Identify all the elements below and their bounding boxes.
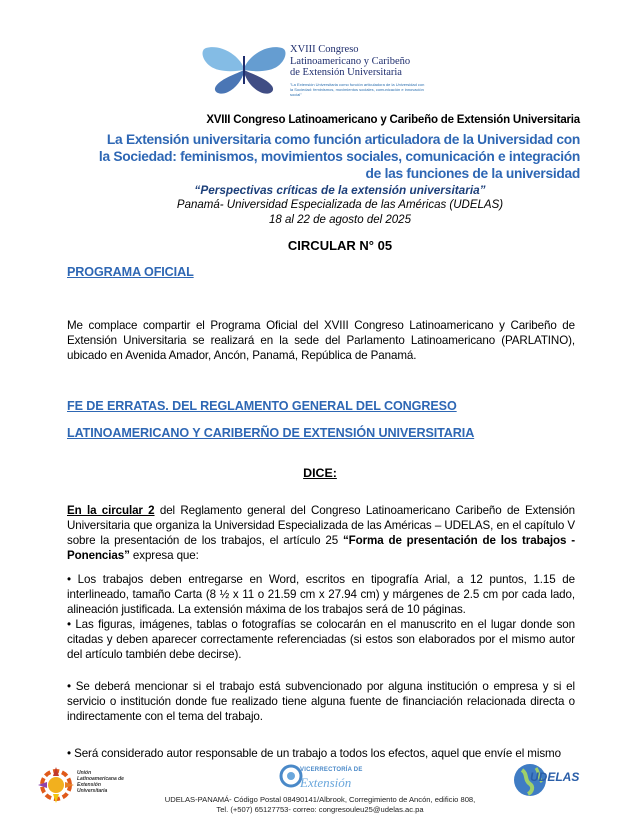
circular-2-ref: En la circular 2 [67, 504, 155, 517]
fe-de-erratas-heading[interactable]: FE DE ERRATAS. DEL REGLAMENTO GENERAL DEL CONGRESO LATINOAMERICANO Y CARIBERÑO DE EXTENSIÓN UNIVERSITARIA [67, 399, 475, 440]
bullet-list-1 [67, 572, 575, 662]
vicerrectoria-logo [278, 763, 388, 797]
circular-2-paragraph [67, 503, 575, 563]
conference-title: XVIII Congreso Latinoamericano y Caribeño de Extensión Universitaria [206, 114, 580, 126]
bullet-format: • Los trabajos deben entregarse en Word, escritos en tipografía Arial, a 12 puntos, 1.15 de interlineado, tamaño Carta (8 ½ x 11 o 21.59 cm x 27.94 cm) y márgenes de 2.5 cm por cada lado, alineación justificada. La extensión máxima de los trabajos será de 10 páginas. [67, 573, 575, 616]
logo-text [290, 44, 440, 97]
vicerrectoria-label: VICERRECTORÍA DE [300, 767, 363, 773]
union-emblem-icon [33, 762, 79, 808]
footer-contact[interactable]: Tel. (+507) 65127753- correo: congresouleu25@udelas.ac.pa [216, 805, 424, 814]
butterfly-icon [198, 42, 290, 98]
extension-label: Extensión [300, 775, 352, 790]
tagline: “Perspectivas críticas de la extensión universitaria” [194, 183, 486, 197]
logo-title: XVIII Congreso Latinoamericano y Caribeño de Extensión Universitaria [290, 44, 411, 78]
udelas-label: UDELAS [530, 770, 580, 784]
udelas-logo [510, 760, 590, 800]
article-title: “Forma de presentación de los trabajos - Ponencias” [67, 534, 575, 562]
conference-theme: La Extensión universitaria como función articuladora de la Universidad con la Sociedad: feminismos, movimientos sociales, comunicación e integración de las funciones de la universidad [98, 132, 580, 181]
congress-logo [198, 42, 438, 104]
bullet-funding: • Se deberá mencionar si el trabajo está subvencionado por alguna institución o empresa y si el servicio o institución donde fue realizado tiene alguna fuente de financiación relacionada directa o indirectamente con el tema del trabajo. [67, 680, 575, 723]
intro-end: expresa que: [129, 549, 199, 562]
dice-heading: DICE: [303, 466, 337, 480]
programa-oficial-body: Me complace compartir el Programa Oficial del XVIII Congreso Latinoamericano y Caribeño de Extensión Universitaria se realizará en la sede del Parlamento Latinoamericano (PARLATINO), ubicado en Avenida Amador, Ancón, Panamá, República de Panamá. [67, 319, 575, 362]
programa-oficial-heading[interactable]: PROGRAMA OFICIAL [67, 265, 194, 279]
intro-text: del Reglamento general del Congreso Latinoamericano Caribeño de Extensión Universitaria que organiza la Universidad Especializada de las Américas – UDELAS, en el capítulo V sobre la presentación de los trabajos, el artículo 25 [67, 504, 576, 547]
bullet-figures: • Las figuras, imágenes, tablas o fotografías se colocarán en el manuscrito en el lugar donde son citadas y deben aparecer correctamente referenciadas (si estos son elaborados por el mismo autor del artículo también debe decirse). [67, 618, 575, 661]
logo-subtitle: "La Extensión Universitaria como función articuladora de la Universidad con la Sociedad: feminismos, movimientos sociales, comunicación e innovación social" [290, 81, 425, 97]
venue: Panamá- Universidad Especializada de las Américas (UDELAS) [176, 199, 504, 211]
dates: 18 al 22 de agosto del 2025 [269, 214, 411, 226]
circular-number: CIRCULAR N° 05 [287, 238, 393, 253]
footer-address: UDELAS-PANAMÁ- Código Postal 08490141/Albrook, Corregimiento de Ancón, edificio 808, [164, 795, 476, 804]
bullet-author: • Será considerado autor responsable de un trabajo a todos los efectos, aquel que envíe el mismo [67, 747, 561, 760]
union-text: Unión Latinoamericana de Extensión Universitaria [77, 770, 124, 794]
